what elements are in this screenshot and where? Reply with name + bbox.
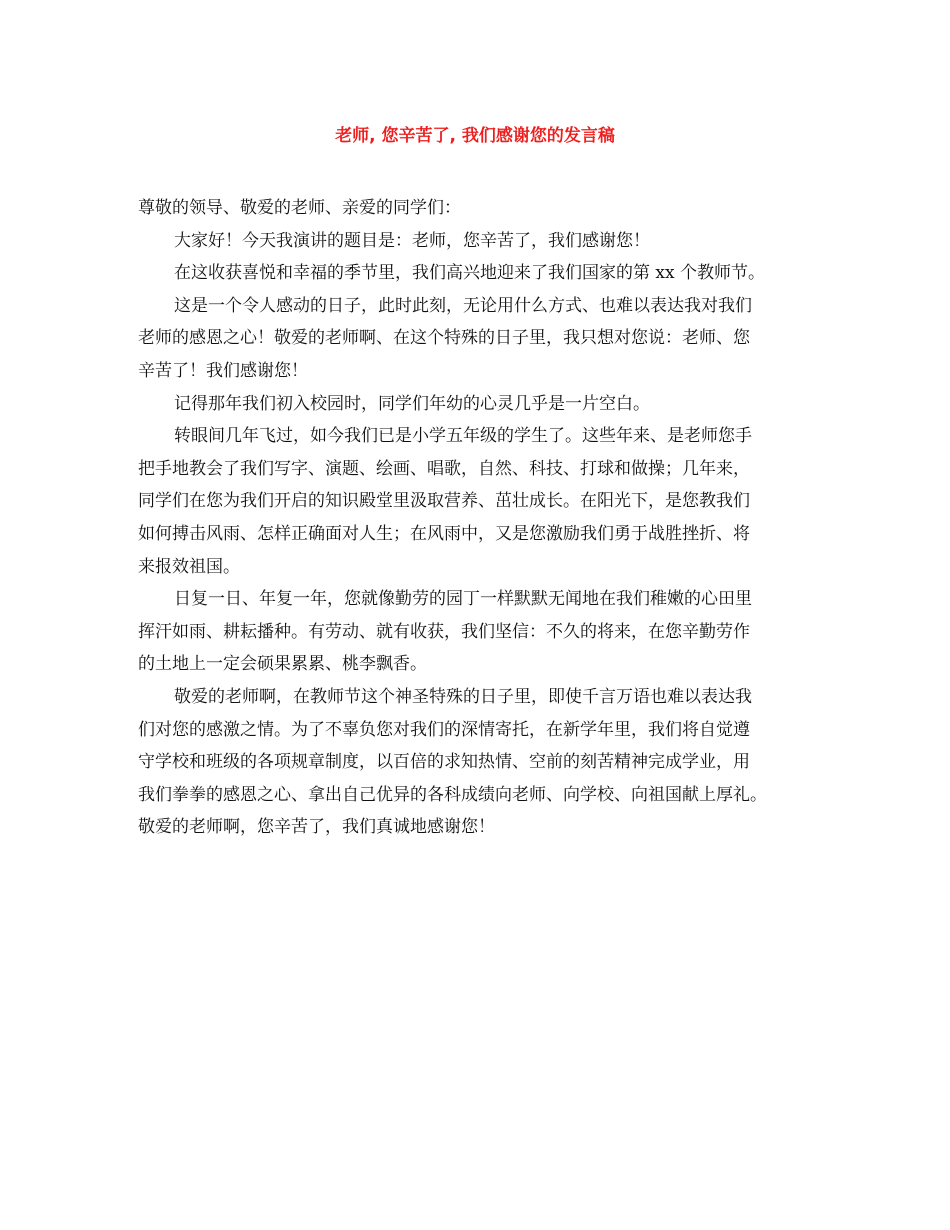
body-line: 守学校和班级的各项规章制度，以百倍的求知热情、空前的刻苦精神完成学业，用 — [138, 752, 750, 773]
body-line: 挥汗如雨、耕耘播种。有劳动、就有收获，我们坚信：不久的将来，在您辛勤劳作 — [138, 621, 750, 642]
body-line: 转眼间几年飞过，如今我们已是小学五年级的学生了。这些年来、是老师您手 — [174, 426, 752, 447]
document-body — [138, 192, 832, 844]
body-line: 记得那年我们初入校园时，同学们年幼的心灵几乎是一片空白。 — [174, 393, 650, 414]
body-line: 们对您的感激之情。为了不辜负您对我们的深情寄托，在新学年里，我们将自觉遵 — [138, 719, 750, 740]
body-line: 同学们在您为我们开启的知识殿堂里汲取营养、茁壮成长。在阳光下，是您教我们 — [138, 491, 750, 512]
body-line: 大家好！今天我演讲的题目是：老师，您辛苦了，我们感谢您！ — [174, 230, 650, 251]
body-line: 敬爱的老师啊，在教师节这个神圣特殊的日子里，即使千言万语也难以表达我 — [174, 686, 752, 707]
body-line: 敬爱的老师啊，您辛苦了，我们真诚地感谢您！ — [138, 817, 495, 838]
body-line: 我们拳拳的感恩之心、拿出自己优异的各科成绩向老师、向学校、向祖国献上厚礼。 — [138, 784, 767, 805]
body-line: 日复一日、年复一年，您就像勤劳的园丁一样默默无闻地在我们稚嫩的心田里 — [174, 589, 752, 610]
body-line: 尊敬的领导、敬爱的老师、亲爱的同学们： — [138, 198, 461, 218]
body-line: 在这收获喜悦和幸福的季节里，我们高兴地迎来了我们国家的第 xx 个教师节。 — [174, 263, 765, 284]
body-line: 这是一个令人感动的日子，此时此刻，无论用什么方式、也难以表达我对我们 — [174, 295, 752, 316]
document-title: 老师, 您辛苦了, 我们感谢您的发言稿 — [335, 126, 615, 146]
body-line: 辛苦了！我们感谢您！ — [138, 360, 308, 381]
body-line: 把手地教会了我们写字、演题、绘画、唱歌，自然、科技、打球和做操；几年来， — [138, 458, 750, 479]
body-line: 的土地上一定会硕果累累、桃李飘香。 — [138, 654, 427, 675]
body-line: 老师的感恩之心！敬爱的老师啊、在这个特殊的日子里，我只想对您说：老师、您 — [138, 328, 750, 349]
body-line: 如何搏击风雨、怎样正确面对人生；在风雨中，又是您激励我们勇于战胜挫折、将 — [138, 523, 750, 544]
body-line: 来报效祖国。 — [138, 556, 240, 577]
